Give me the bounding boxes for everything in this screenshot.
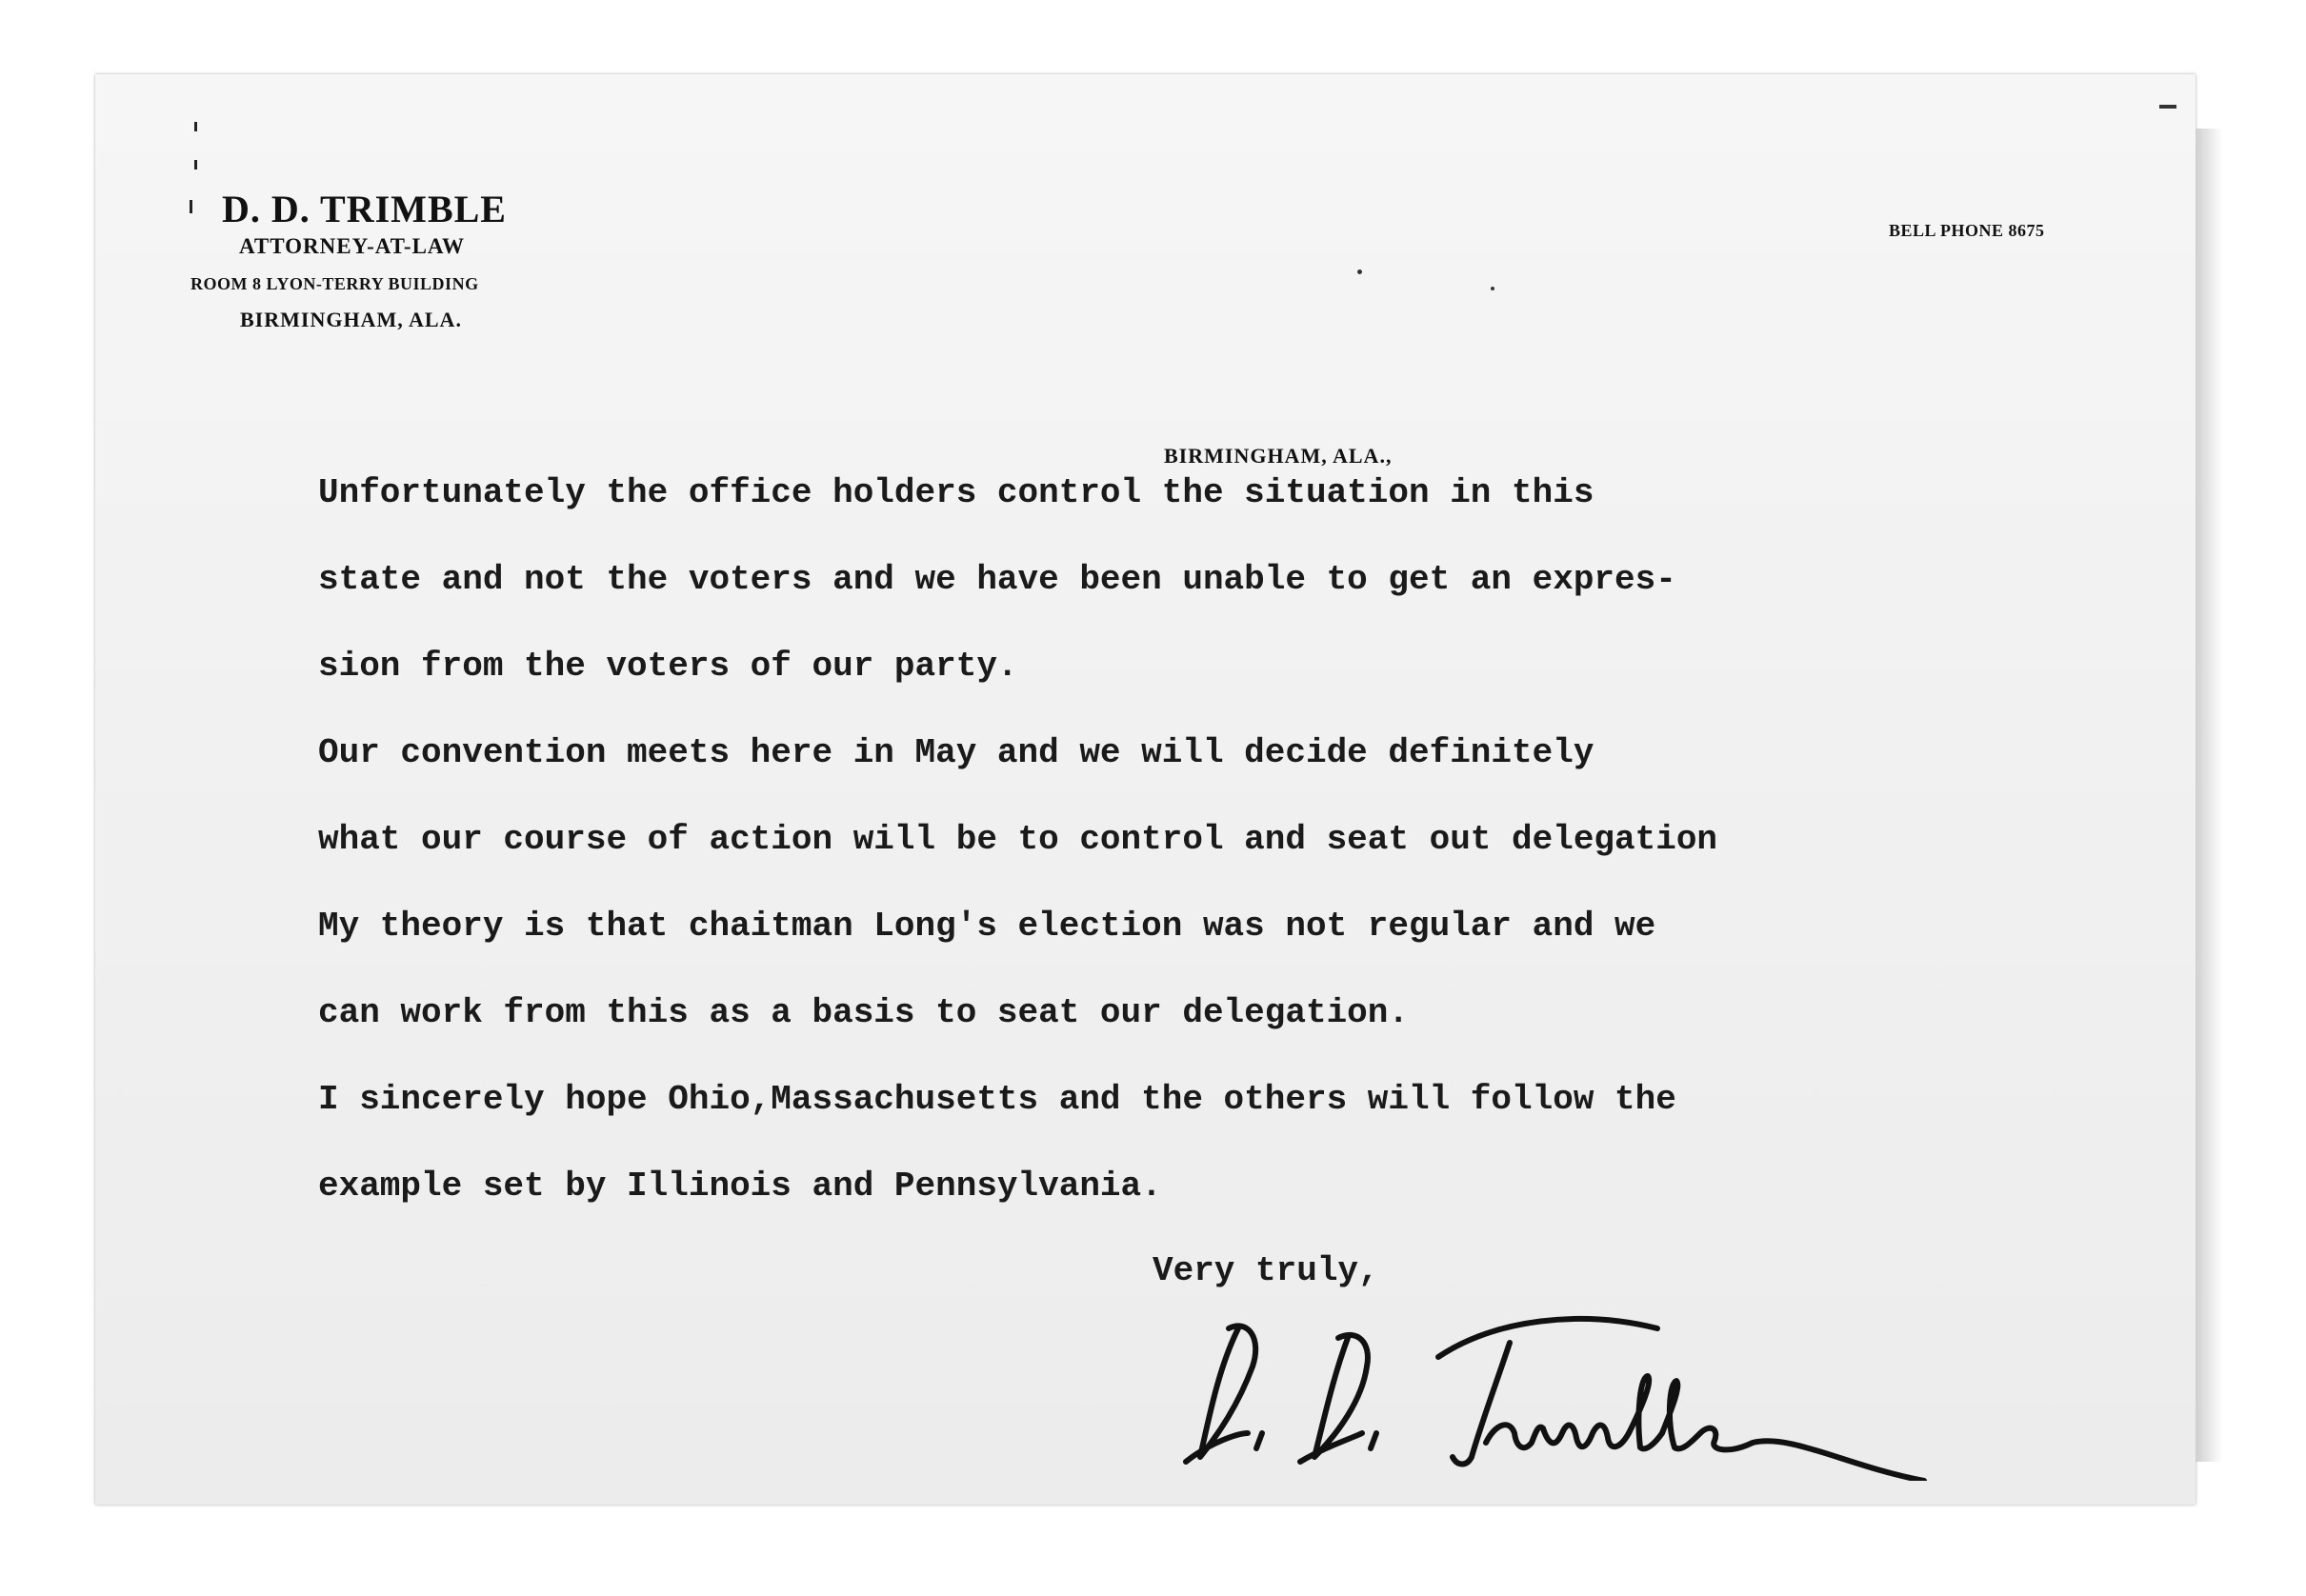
body-line: I sincerely hope Ohio,Massachusetts and the others will follow the — [318, 1080, 1676, 1119]
letterhead-phone: BELL PHONE 8675 — [1889, 221, 2045, 240]
closing: Very truly, — [1153, 1251, 1379, 1290]
dateline: BIRMINGHAM, ALA., — [1164, 444, 1393, 468]
body-line: sion from the voters of our party. — [318, 647, 1018, 686]
letterhead-city: BIRMINGHAM, ALA. — [240, 308, 462, 331]
letterhead-title: ATTORNEY-AT-LAW — [239, 234, 465, 258]
body-line: My theory is that chaitman Long's election was not regular and we — [318, 907, 1656, 946]
paper-speck — [1491, 287, 1494, 290]
body-line: state and not the voters and we have been unable to get an expres- — [318, 560, 1676, 599]
paper-mark — [2159, 105, 2176, 109]
margin-mark — [194, 160, 197, 170]
body-line: example set by Illinois and Pennsylvania. — [318, 1167, 1162, 1206]
margin-mark — [190, 200, 192, 213]
letter-body — [318, 463, 2128, 1243]
letterhead-name: D. D. TRIMBLE — [222, 188, 507, 230]
body-line: what our course of action will be to control and seat out delegation — [318, 820, 1718, 859]
paper-speck — [1357, 269, 1362, 274]
body-line: Our convention meets here in May and we will decide definitely — [318, 733, 1594, 772]
handwritten-signature — [1181, 1290, 1981, 1481]
letterhead-office: ROOM 8 LYON-TERRY BUILDING — [190, 274, 479, 293]
body-line: can work from this as a basis to seat our delegation. — [318, 993, 1409, 1032]
body-line: Unfortunately the office holders control the situation in this — [318, 473, 1594, 512]
paper-edge-shadow — [2196, 129, 2222, 1462]
margin-mark — [194, 122, 197, 131]
